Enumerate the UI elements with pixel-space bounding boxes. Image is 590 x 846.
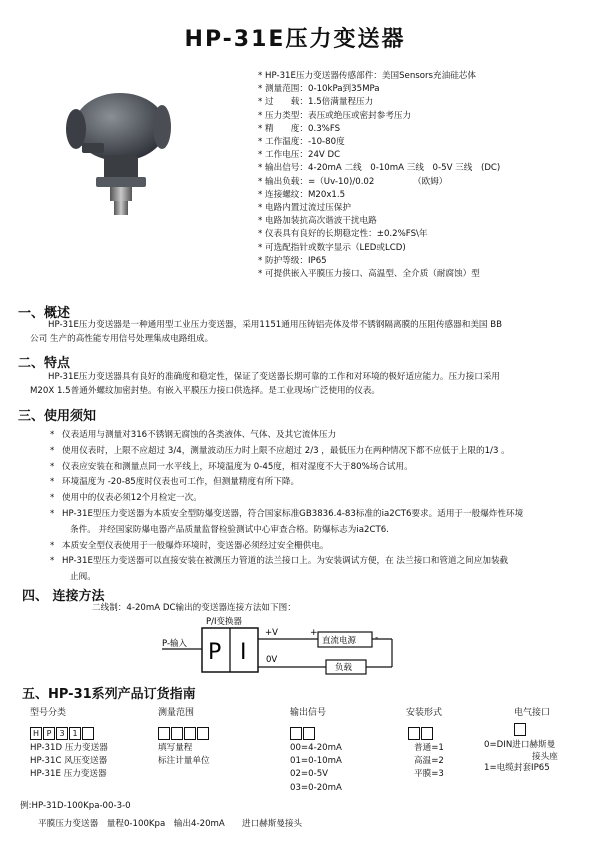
code-box [197, 727, 209, 740]
range-list [158, 742, 210, 768]
section-heading-usage: 三、使用须知 [18, 409, 97, 424]
section-heading-features: 二、特点 [18, 356, 71, 371]
output-list [290, 742, 342, 795]
col-head-install: 安装形式 [406, 708, 443, 718]
spec-list [258, 70, 500, 281]
usage-item: * HP-31E型压力变送器可以直接安装在被测压力管道的法兰接口上。为安装调试方便，在 法兰接口和管道之间应加装截 [50, 554, 590, 570]
code-box: H [30, 727, 42, 740]
col-head-model: 型号分类 [30, 708, 67, 718]
zero-v-label: 0V [266, 655, 278, 665]
model-item: HP-31C 风压变送器 [30, 756, 108, 767]
model-item: HP-31D 压力变送器 [30, 743, 108, 753]
spec-item: * 精 度：0.3%FS [258, 123, 341, 134]
model-list [30, 742, 108, 782]
col-head-output: 输出信号 [290, 708, 327, 718]
connector-item: 1=电缆封套IP65 [484, 763, 550, 773]
col-head-range: 测量范围 [158, 708, 195, 718]
usage-item: * 本质安全型仪表使用于一般爆炸环境时，变送器必须经过安全栅供电。 [50, 539, 590, 555]
section-heading-overview: 一、概述 [18, 306, 71, 321]
spec-item: * 连接螺纹：M20x1.5 [258, 189, 346, 200]
order-example: 例:HP-31D-100Kpa-00-3-0 [20, 801, 131, 811]
install-code-boxes [408, 723, 434, 742]
i-symbol: I [240, 640, 247, 665]
spec-item: * 测量范围：0-10kPa到35MPa [258, 84, 380, 95]
converter-label: P/I变换器 [206, 617, 242, 627]
range-item: 标注计量单位 [158, 756, 210, 767]
model-item: HP-31E 压力变送器 [30, 769, 107, 780]
features-line: M20X 1.5普通外螺纹加密封垫。有嵌入平膜压力接口供选择。是工业现场广泛使用的仪表。 [30, 386, 381, 396]
features-text [30, 370, 585, 398]
output-item: 02=0-5V [290, 769, 329, 780]
section-heading-ordering: 五、HP-31系列产品订货指南 [22, 687, 196, 702]
usage-item-continued: 条件。 并经国家防爆电器产品质量监督检验测试中心审查合格。防爆标志为ia2CT6. [70, 524, 389, 535]
usage-item: * HP-31E型压力变送器为本质安全型防爆变送器，符合国家标准GB3836.4-83标准的ia2CT6要求。适用于一般爆炸性环境 [50, 507, 590, 523]
spec-item: * 仪表具有良好的长期稳定性：±0.2%FS\年 [258, 229, 428, 240]
features-line: HP-31E压力变送器具有良好的准确度和稳定性，保证了变送器长期可靠的工作和对环境的极好适应能力。压力接口采用 [48, 372, 501, 382]
section-heading-connection: 四、 连接方法 [22, 589, 105, 604]
install-item: 高温=2 [414, 756, 444, 767]
code-box: P [43, 727, 55, 740]
dc-supply-label: 直流电源 [322, 636, 357, 646]
usage-item: * 使用仪表时，上限不应超过 3/4，测量波动压力时上限不应超过 2/3 ，最低压力在两种情况下都不应低于上限的1/3 。 [50, 444, 590, 460]
load-label: 负载 [335, 663, 353, 673]
output-item: 00=4-20mA [290, 743, 342, 753]
transmitter-photo [58, 85, 178, 220]
spec-item: * 输出负载：=（Uv-10)/0.02 （欧姆） [258, 176, 448, 187]
install-item: 普通=1 [414, 743, 444, 753]
plus-v-label: +V [265, 628, 278, 638]
install-item: 平膜=3 [414, 769, 444, 780]
spec-item: * 可选配指针或数字显示（LED或LCD) [258, 242, 406, 253]
spec-item: * 输出信号：4-20mA 二线 0-10mA 三线 0-5V 三线 (DC) [258, 163, 501, 174]
code-box [408, 727, 420, 740]
plus-sign: + [310, 628, 318, 638]
code-box [171, 727, 183, 740]
usage-item: * 环境温度为 -20-85度时仪表也可工作，但测量精度有所下降。 [50, 475, 590, 491]
spec-item: * 电路加装抗高次谐波干扰电路 [258, 216, 377, 227]
spec-item: * 防护等级：IP65 [258, 255, 327, 266]
code-box [303, 727, 315, 740]
col-head-connector: 电气接口 [514, 708, 551, 718]
p-symbol: P [208, 640, 222, 665]
spec-item: * 电路内置过流过压保护 [258, 203, 351, 214]
spec-item: * 过 载：1.5倍满量程压力 [258, 97, 374, 108]
wiring-diagram [160, 615, 400, 685]
minus-sign: - [375, 633, 379, 643]
range-code-boxes [158, 723, 210, 742]
overview-line: HP-31E压力变送器是一种通用型工业压力变送器，采用1151通用压铸铝壳体及带不锈钢隔离膜的压阻传感器和美国 BB [48, 320, 503, 330]
spec-item: * 可提供嵌入平膜压力接口、高温型、全介质（耐腐蚀）型 [258, 269, 480, 280]
connector-item: 0=DIN进口赫斯曼 [484, 740, 556, 750]
code-box [184, 727, 196, 740]
code-box [514, 723, 526, 736]
usage-item-continued: 止阀。 [70, 572, 96, 583]
code-box [158, 727, 170, 740]
usage-item: * 使用中的仪表必须12个月检定一次。 [50, 491, 590, 507]
output-item: 03=0-20mA [290, 782, 342, 793]
usage-list [50, 428, 590, 586]
spec-item: * 工作电压：24V DC [258, 150, 341, 161]
overview-line: 公司 生产的高性能专用信号处理集成电路组成。 [30, 334, 214, 344]
code-box: 3 [56, 727, 68, 740]
connector-code-box [514, 719, 527, 738]
usage-item: * 仪表应安装在和测量点同一水平线上，环境温度为 0-45度，相对湿度不大于80%场合试用。 [50, 460, 590, 476]
output-item: 01=0-10mA [290, 756, 342, 767]
connection-intro: 二线制：4-20mA DC输出的变送器连接方法如下图： [92, 603, 296, 613]
install-list [414, 742, 444, 782]
spec-item: * 工作温度：-10-80度 [258, 137, 345, 148]
model-code-boxes [30, 723, 95, 742]
overview-text [30, 318, 585, 346]
connector-item: 接头座 [532, 751, 558, 762]
code-box [290, 727, 302, 740]
code-box [421, 727, 433, 740]
code-box: 1 [69, 727, 81, 740]
spec-item: * HP-31E压力变送器传感部件：美国Sensors充油硅芯体 [258, 71, 476, 81]
input-label: P-输入 [162, 639, 188, 649]
output-code-boxes [290, 723, 316, 742]
spec-item: * 压力类型：表压或绝压或密封参考压力 [258, 110, 412, 121]
range-item: 填写量程 [158, 743, 193, 753]
page-title: HP-31E压力变送器 [184, 27, 406, 52]
order-example-desc: 平膜压力变送器 量程0-100Kpa 输出4-20mA 进口赫斯曼接头 [38, 819, 303, 829]
code-box [82, 727, 94, 740]
connector-list [484, 740, 558, 775]
usage-item: * 仪表适用与测量对316不锈钢无腐蚀的各类液体、气体、及其它流体压力 [50, 428, 590, 444]
